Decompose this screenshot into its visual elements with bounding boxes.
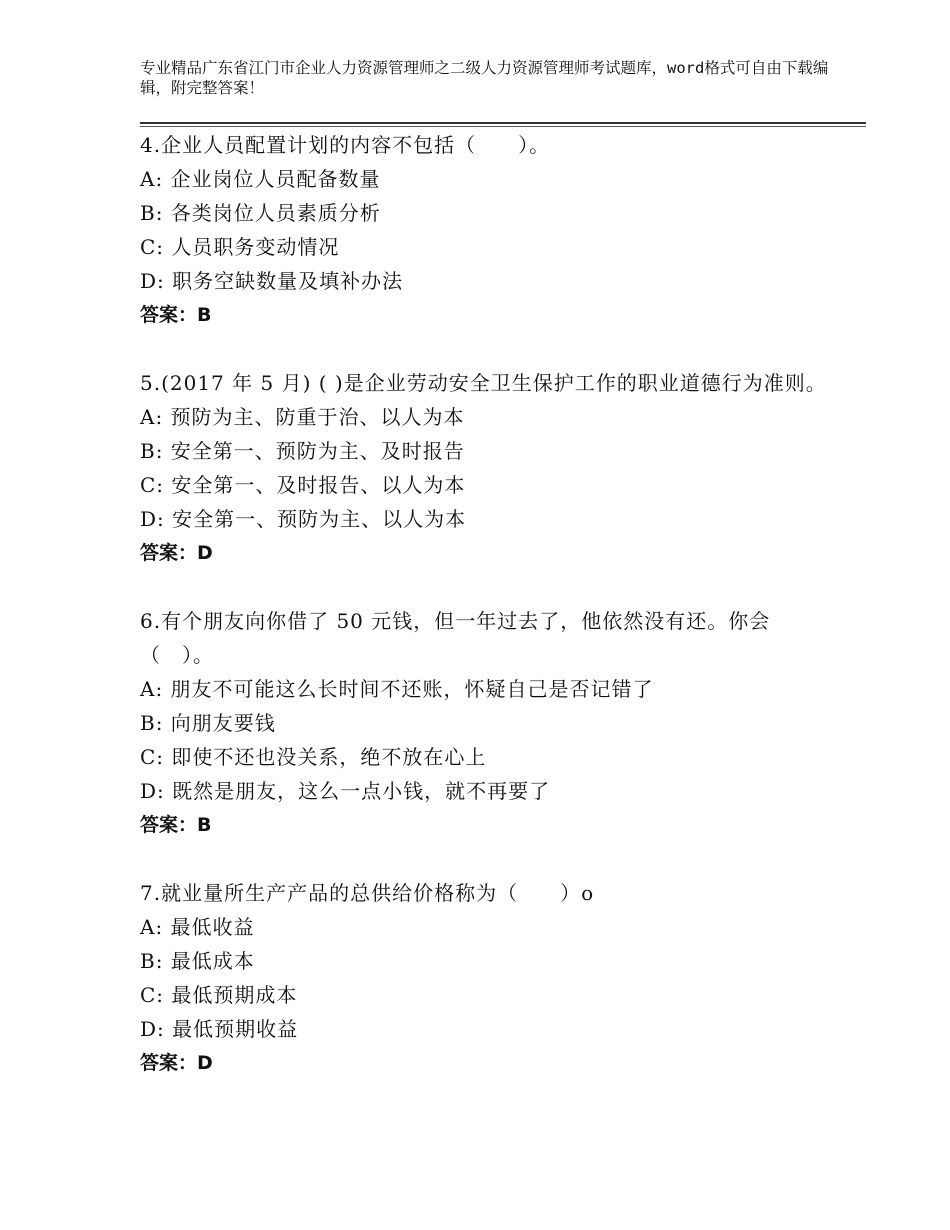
question-stem: 6.有个朋友向你借了 50 元钱，但一年过去了，他依然没有还。你会（ ）。 <box>140 609 771 667</box>
option-b: B: 向朋友要钱 <box>140 711 276 735</box>
option-a: A: 预防为主、防重于治、以人为本 <box>140 405 465 429</box>
question-list <box>140 128 840 1114</box>
option-c: C: 最低预期成本 <box>140 983 298 1007</box>
option-b: B: 各类岗位人员素质分析 <box>140 201 381 225</box>
option-b: B: 安全第一、预防为主、及时报告 <box>140 439 465 463</box>
header-divider-thick <box>140 122 866 124</box>
answer-label: 答案：D <box>140 1052 213 1074</box>
option-d: D: 职务空缺数量及填补办法 <box>140 269 404 293</box>
document-header: 专业精品广东省江门市企业人力资源管理师之二级人力资源管理师考试题库，word格式可自由下载编辑，附完整答案！ <box>140 59 829 97</box>
answer-label: 答案：D <box>140 542 213 564</box>
answer-label: 答案：B <box>140 814 212 836</box>
question-7 <box>140 876 840 1080</box>
option-c: C: 人员职务变动情况 <box>140 235 340 259</box>
option-b: B: 最低成本 <box>140 949 255 973</box>
option-d: D: 最低预期收益 <box>140 1017 299 1041</box>
question-5 <box>140 366 840 570</box>
answer-label: 答案：B <box>140 304 212 326</box>
option-a: A: 朋友不可能这么长时间不还账，怀疑自己是否记错了 <box>140 677 654 701</box>
header-divider-thin <box>140 126 866 127</box>
option-a: A: 最低收益 <box>140 915 255 939</box>
question-stem: 7.就业量所生产产品的总供给价格称为（ ）o <box>140 881 595 905</box>
question-stem: 5.(2017 年 5 月) ( )是企业劳动安全卫生保护工作的职业道德行为准则。 <box>140 371 827 395</box>
option-c: C: 安全第一、及时报告、以人为本 <box>140 473 466 497</box>
option-a: A: 企业岗位人员配备数量 <box>140 167 381 191</box>
option-d: D: 既然是朋友，这么一点小钱，就不再要了 <box>140 779 551 803</box>
question-stem: 4.企业人员配置计划的内容不包括（ ）。 <box>140 133 551 157</box>
option-c: C: 即使不还也没关系，绝不放在心上 <box>140 745 487 769</box>
question-6 <box>140 604 840 842</box>
question-4 <box>140 128 840 332</box>
option-d: D: 安全第一、预防为主、以人为本 <box>140 507 467 531</box>
